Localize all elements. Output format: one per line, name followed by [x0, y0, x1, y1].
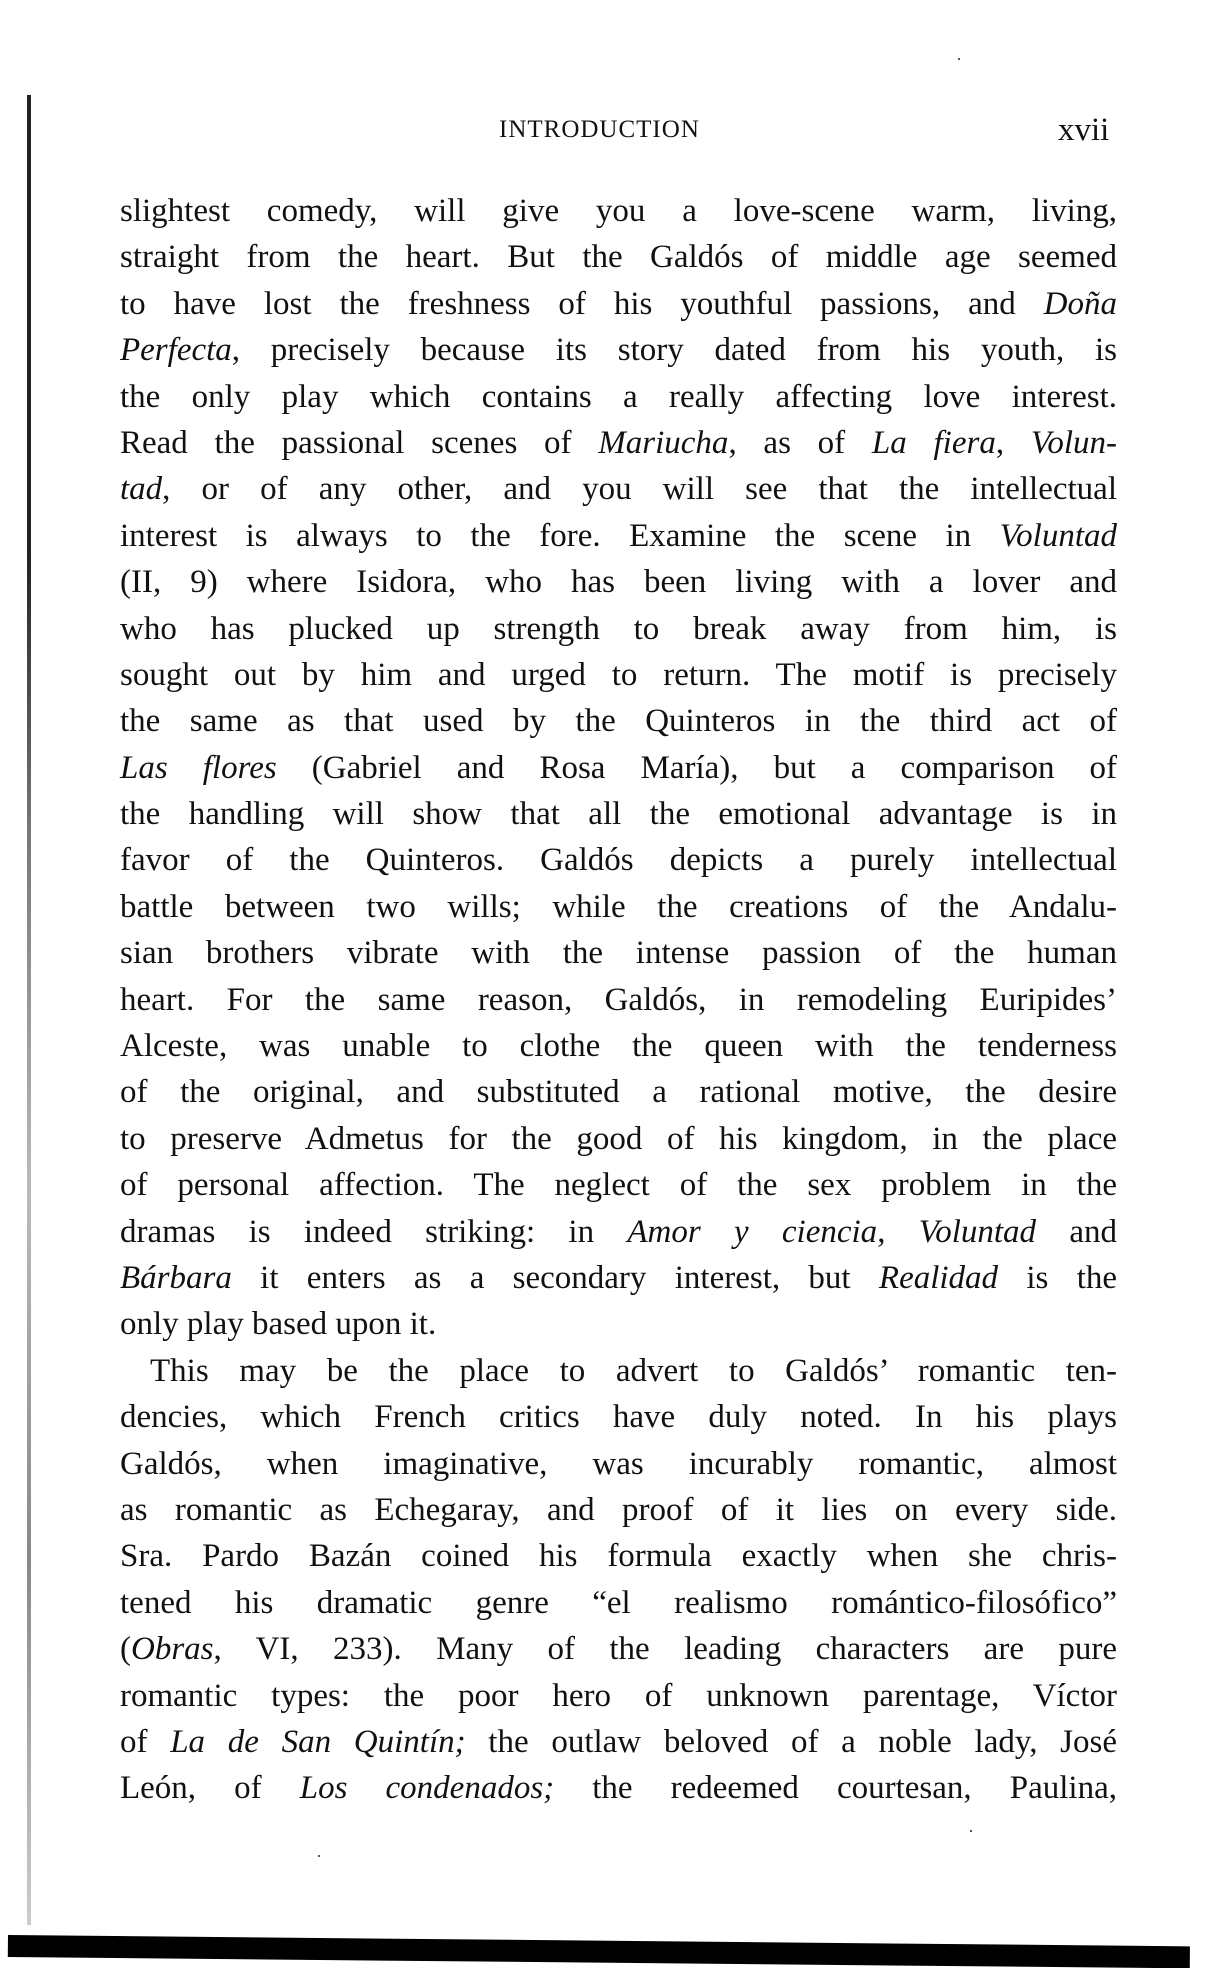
text-line — [120, 1301, 1117, 1347]
text-run: dramas is indeed striking: in — [120, 1213, 628, 1250]
text-run: of the original, and substituted a rational motive, the desire — [120, 1074, 1117, 1111]
text-run: battle between two wills; while the creations of the Andalu- — [120, 888, 1117, 925]
text-run: to have lost the freshness of his youthful passions, and — [120, 285, 1044, 322]
italic-title: Realidad — [878, 1259, 999, 1296]
text-line — [120, 884, 1117, 930]
text-line — [120, 1394, 1117, 1440]
italic-title: Amor y ciencia — [627, 1213, 878, 1250]
text-run: of — [120, 1723, 171, 1760]
text-run: , precisely because its story dated from his youth, is — [231, 332, 1117, 369]
text-line — [120, 1765, 1117, 1811]
text-run: , — [877, 1213, 919, 1250]
text-line — [120, 1719, 1117, 1765]
text-line — [120, 281, 1117, 327]
text-run: (II, 9) where Isidora, who has been living with a lover and — [120, 564, 1117, 601]
text-line — [120, 466, 1117, 512]
text-run: León, of — [120, 1770, 300, 1807]
italic-title: Mariucha — [598, 424, 729, 461]
text-run: the redeemed courtesan, Paulina, — [554, 1770, 1117, 1807]
scan-speck — [958, 58, 960, 60]
text-run: straight from the heart. But the Galdós of middle age seemed — [120, 239, 1117, 276]
text-run: , — [995, 424, 1031, 461]
text-run: This may be the place to advert to Galdós’ romantic ten- — [150, 1352, 1117, 1389]
text-run: the outlaw beloved of a noble lady, José — [465, 1723, 1117, 1760]
text-line — [120, 374, 1117, 420]
text-run: Read the passional scenes of — [120, 424, 599, 461]
body-text — [120, 188, 1117, 1812]
text-run: tened his dramatic genre “el realismo romántico-filosófico” — [120, 1584, 1117, 1621]
text-run: sought out by him and urged to return. The motif is precisely — [120, 656, 1117, 693]
text-line — [120, 977, 1117, 1023]
italic-title: La de San Quintín; — [170, 1723, 466, 1760]
running-head — [0, 112, 1205, 152]
text-run: sian brothers vibrate with the intense passion of the human — [120, 935, 1117, 972]
text-line — [120, 559, 1117, 605]
text-run: dencies, which French critics have duly noted. In his plays — [120, 1399, 1117, 1436]
text-run: to preserve Admetus for the good of his kingdom, in the place — [120, 1120, 1117, 1157]
text-run: Sra. Pardo Bazán coined his formula exactly when she chris- — [120, 1538, 1117, 1575]
italic-title: Voluntad — [999, 517, 1117, 554]
scan-edge-line — [27, 95, 31, 1925]
text-run: only play based upon it. — [120, 1306, 437, 1343]
page-number: xvii — [1058, 112, 1110, 148]
text-line — [120, 1533, 1117, 1579]
text-line — [120, 606, 1117, 652]
text-line — [120, 930, 1117, 976]
text-line — [120, 1162, 1117, 1208]
text-run: ( — [120, 1631, 131, 1668]
scan-speck — [318, 1855, 320, 1857]
scan-bottom-bar — [8, 1935, 1190, 1968]
text-run: and — [1036, 1213, 1117, 1250]
text-line — [120, 1255, 1117, 1301]
text-line — [120, 1023, 1117, 1069]
text-run: Alceste, was unable to clothe the queen with the tenderness — [120, 1028, 1117, 1065]
text-line — [120, 1441, 1117, 1487]
text-line — [120, 327, 1117, 373]
text-line — [120, 1069, 1117, 1115]
text-line — [120, 1116, 1117, 1162]
text-line — [120, 420, 1117, 466]
text-line — [120, 745, 1117, 791]
italic-title: La fiera — [871, 424, 996, 461]
scan-speck — [970, 1830, 972, 1832]
text-line — [120, 837, 1117, 883]
italic-title: Doña — [1043, 285, 1117, 322]
text-run: Galdós, when imaginative, was incurably romantic, almost — [120, 1445, 1117, 1482]
text-run: , as of — [728, 424, 872, 461]
text-run: interest is always to the fore. Examine the scene in — [120, 517, 1000, 554]
italic-title: tad — [120, 471, 163, 508]
text-line — [120, 1209, 1117, 1255]
text-run: , or of any other, and you will see that the intellectual — [162, 471, 1117, 508]
italic-title: Perfecta — [120, 332, 232, 369]
text-line — [120, 1673, 1117, 1719]
text-line — [120, 234, 1117, 280]
text-run: it enters as a secondary interest, but — [231, 1259, 879, 1296]
text-run: romantic types: the poor hero of unknown parentage, Víctor — [120, 1677, 1117, 1714]
text-line — [120, 652, 1117, 698]
text-run: who has plucked up strength to break away from him, is — [120, 610, 1117, 647]
italic-title: Volun- — [1030, 424, 1118, 461]
italic-title: Los condenados; — [299, 1770, 555, 1807]
text-run: slightest comedy, will give you a love-scene warm, living, — [120, 193, 1117, 229]
text-line — [120, 791, 1117, 837]
text-line — [120, 1626, 1117, 1672]
text-run: of personal affection. The neglect of the sex problem in the — [120, 1167, 1117, 1204]
text-line — [120, 698, 1117, 744]
text-line — [120, 188, 1117, 234]
italic-title: Obras — [131, 1631, 214, 1668]
text-run: the handling will show that all the emotional advantage is in — [120, 796, 1117, 833]
text-run: as romantic as Echegaray, and proof of it lies on every side. — [120, 1491, 1117, 1528]
italic-title: Las flores — [120, 749, 277, 786]
text-run: the same as that used by the Quinteros in the third act of — [120, 703, 1117, 740]
text-run: heart. For the same reason, Galdós, in remodeling Euripides’ — [120, 981, 1117, 1018]
text-run: , VI, 233). Many of the leading characters are pure — [213, 1631, 1117, 1668]
text-run: favor of the Quinteros. Galdós depicts a purely intellectual — [120, 842, 1117, 879]
text-line — [120, 1580, 1117, 1626]
running-head-title: INTRODUCTION — [499, 116, 700, 143]
text-run: (Gabriel and Rosa María), but a comparison of — [276, 749, 1118, 786]
text-run: the only play which contains a really affecting love interest. — [120, 378, 1117, 415]
text-line — [120, 1348, 1117, 1394]
italic-title: Voluntad — [918, 1213, 1037, 1250]
text-line — [120, 1487, 1117, 1533]
italic-title: Bárbara — [120, 1259, 232, 1296]
text-line — [120, 513, 1117, 559]
text-run: is the — [998, 1259, 1118, 1296]
